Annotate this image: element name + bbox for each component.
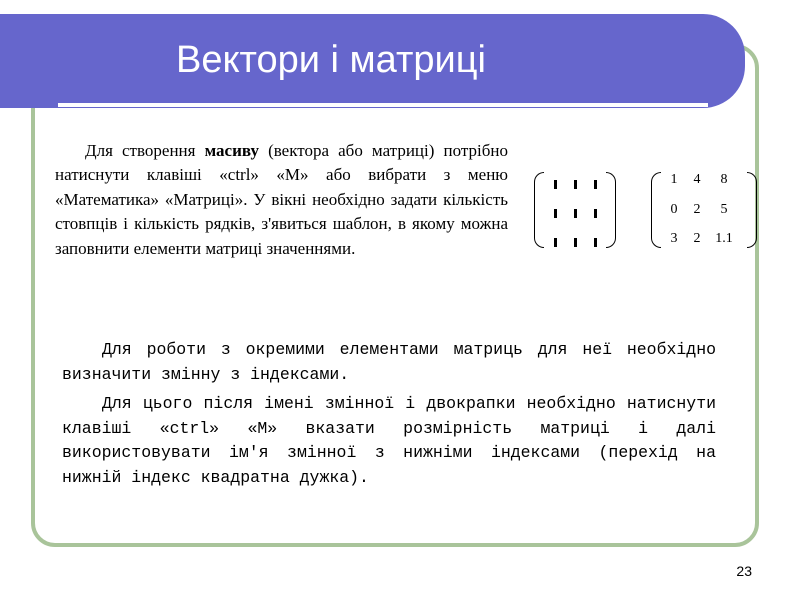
matrix-cell: 1.1 <box>715 231 733 246</box>
filled-matrix-example <box>651 172 757 250</box>
matrix-cell: 5 <box>720 202 728 217</box>
usage-paragraphs <box>62 338 716 496</box>
title-underline <box>58 103 708 107</box>
matrix-left-bracket <box>651 172 661 248</box>
intro-text-end: (вектора або матриці) потрібно натиснути клавіші «ctrl» «M» або вибрати з меню «Математика» «Матриці». У вікні необхідно задати кількість стовпців і кількість рядків, з'явиться шаблон, в якому можна заповнити елементи матриці значеннями. <box>55 141 508 258</box>
intro-text-start: Для створення <box>85 141 205 160</box>
matrix-cell: 0 <box>670 202 678 217</box>
matrix-placeholder <box>574 238 577 247</box>
matrix-placeholder <box>594 180 597 189</box>
intro-bold-term: масиву <box>204 141 259 160</box>
matrix-placeholder <box>594 238 597 247</box>
matrix-cell: 4 <box>693 172 701 187</box>
intro-paragraph <box>55 139 508 261</box>
matrix-cell: 2 <box>693 202 701 217</box>
matrix-right-bracket <box>747 172 757 248</box>
matrix-left-bracket <box>534 172 544 248</box>
matrix-placeholder <box>554 238 557 247</box>
matrix-placeholder <box>554 209 557 218</box>
matrix-placeholder <box>574 209 577 218</box>
matrix-cell: 1 <box>670 172 678 187</box>
matrix-right-bracket <box>606 172 616 248</box>
page-number: 23 <box>736 563 752 579</box>
matrix-cell: 8 <box>720 172 728 187</box>
matrix-cell: 3 <box>670 231 678 246</box>
matrix-placeholder <box>594 209 597 218</box>
matrix-placeholder <box>574 180 577 189</box>
slide-title: Вектори і матриці <box>176 39 486 81</box>
matrix-cell: 2 <box>693 231 701 246</box>
indexing-paragraph: Для роботи з окремими елементами матриць для неї необхідно визначити змінну з індексами. <box>62 340 716 384</box>
matrix-placeholder <box>554 180 557 189</box>
empty-matrix-template <box>534 172 616 250</box>
subscript-paragraph: Для цього після імені змінної і двокрапки необхідно натиснути клавіші «ctrl» «M» вказати розмірність матриці і далі використовувати ім'я змінної з нижніми індексами (перехід на нижній індекс квадратна дужка). <box>62 394 716 487</box>
